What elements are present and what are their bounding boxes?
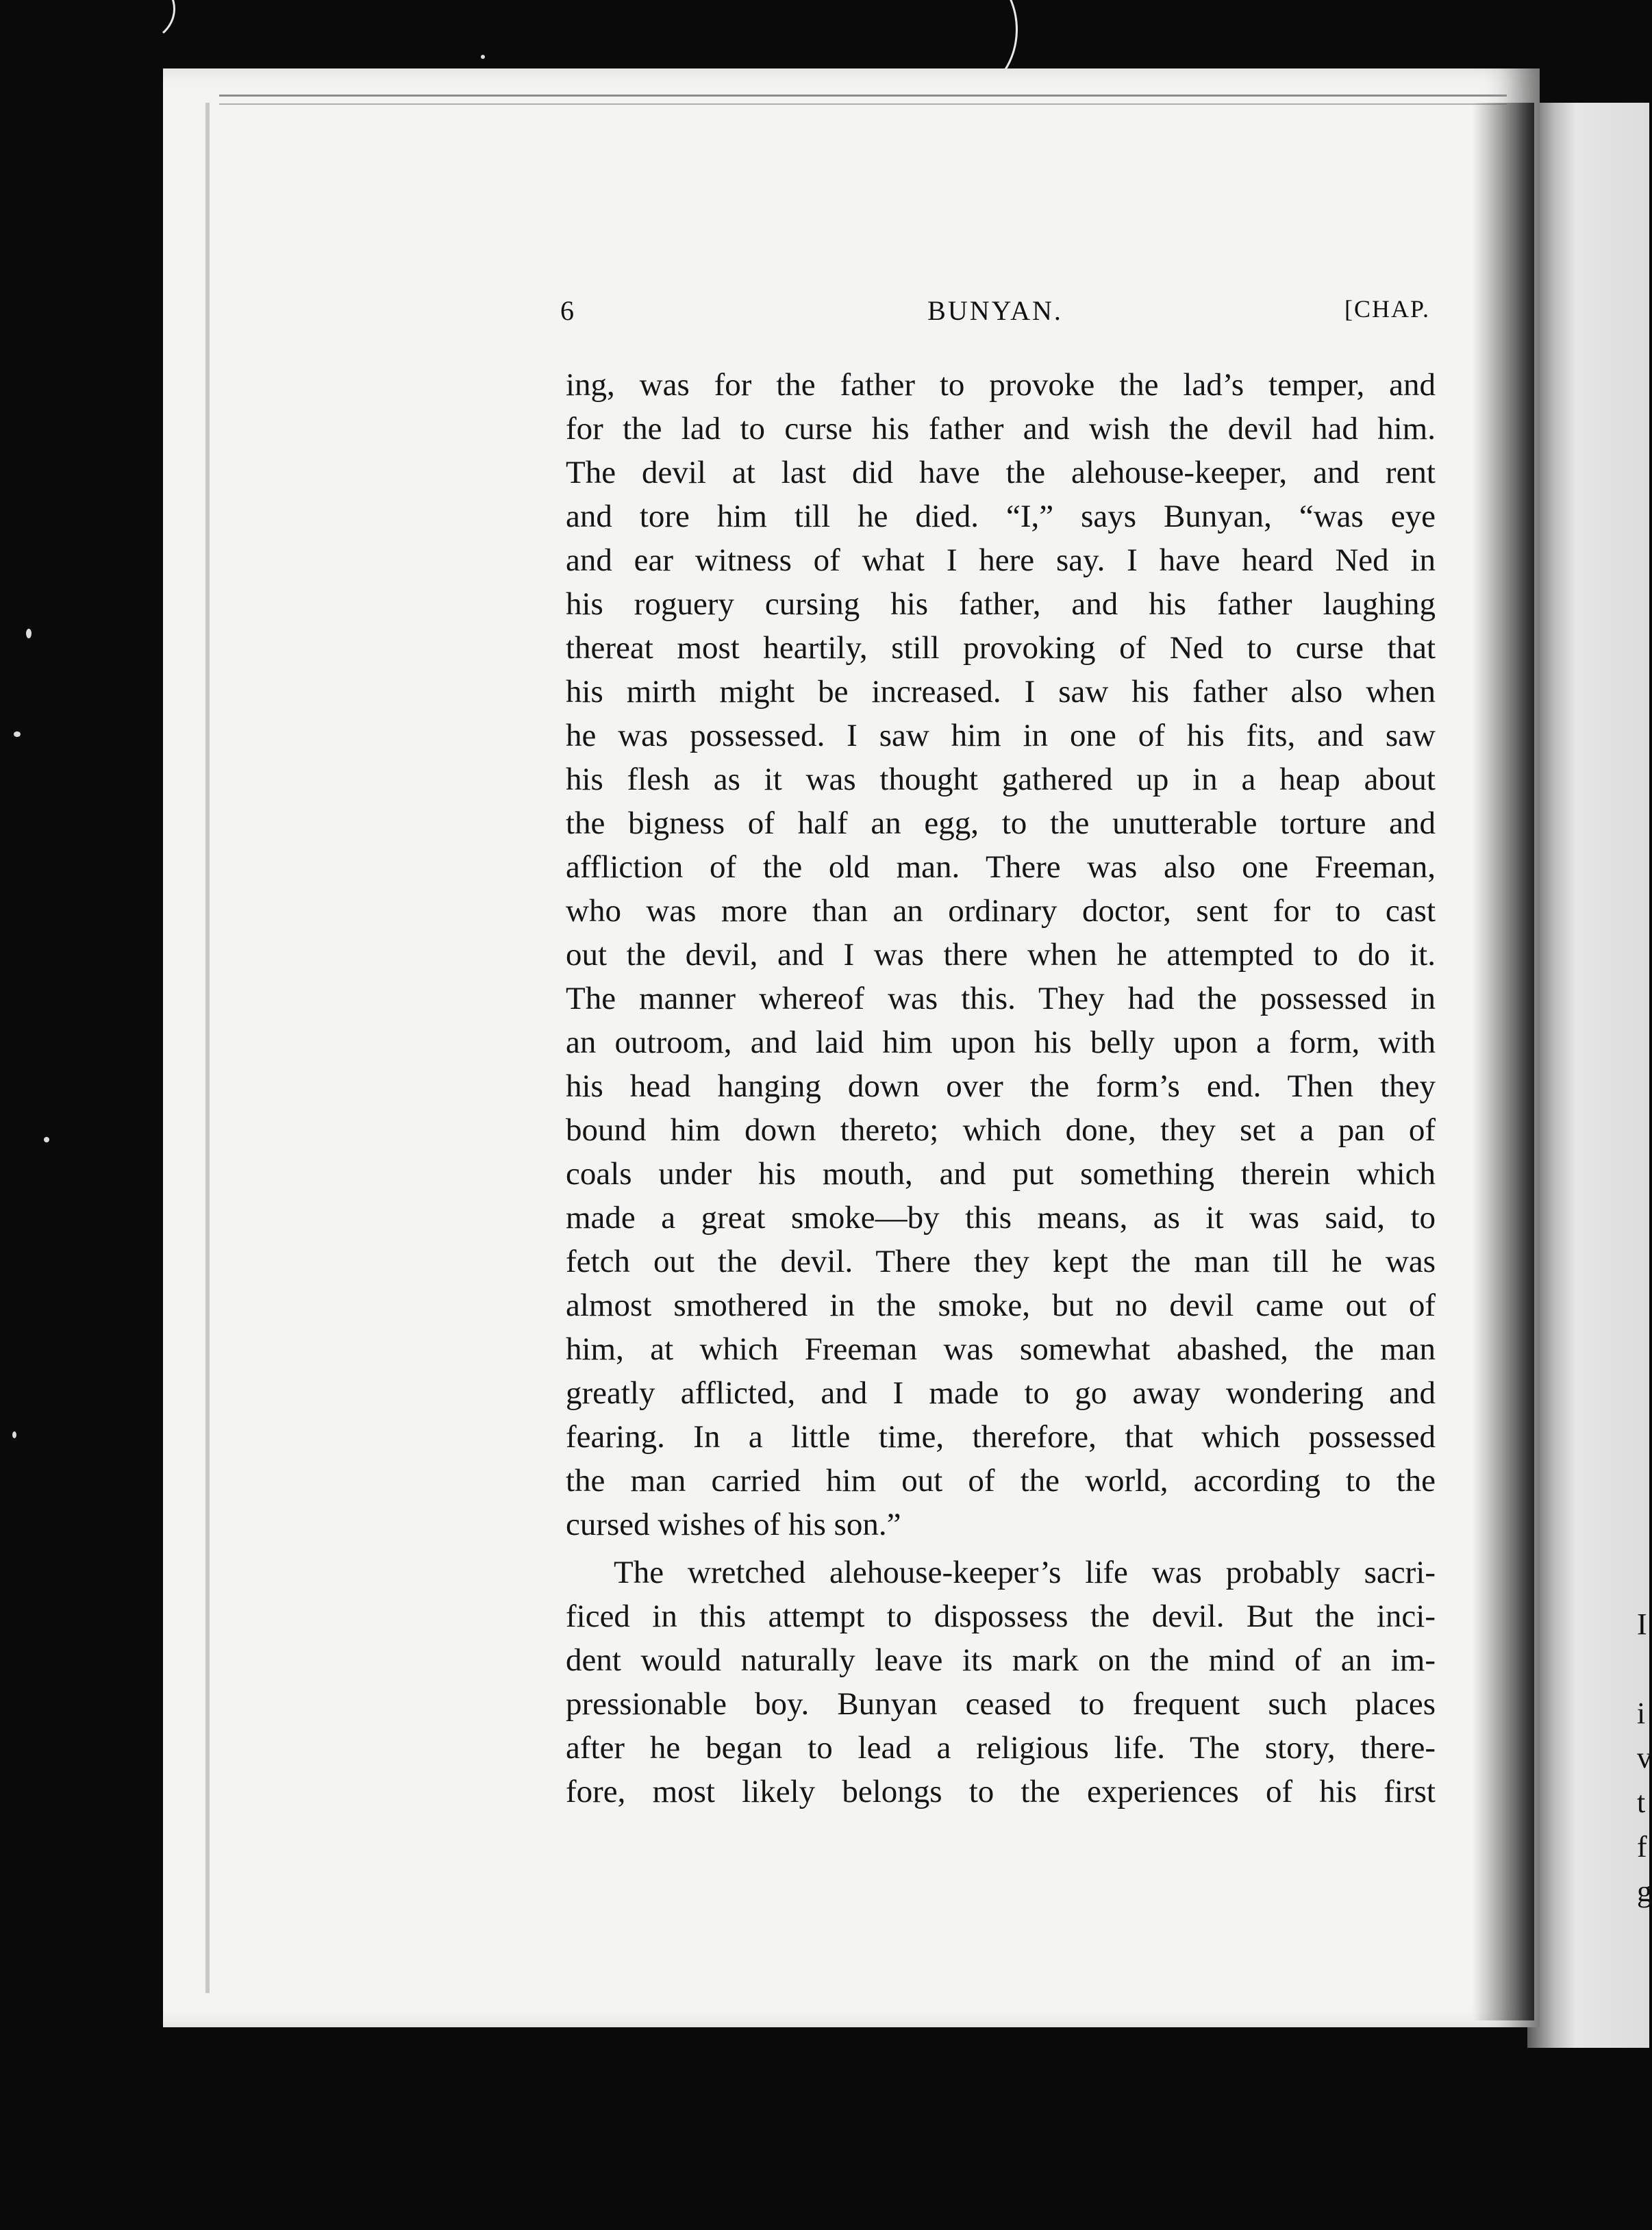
adjacent-page — [1527, 103, 1652, 2048]
text-line: his mirth might be increased. I saw his father also when — [566, 674, 1436, 710]
running-header — [560, 295, 1430, 342]
text-line: greatly afflicted, and I made to go away wondering and — [566, 1375, 1436, 1411]
text-line: made a great smoke—by this means, as it was said, to — [566, 1200, 1436, 1236]
text-line: his head hanging down over the form’s end. Then they — [566, 1068, 1436, 1104]
text-line: him, at which Freeman was somewhat abashed, the man — [566, 1331, 1436, 1367]
text-line: after he began to lead a religious life. The story, there- — [566, 1730, 1436, 1766]
text-line: coals under his mouth, and put something therein which — [566, 1156, 1436, 1192]
text-line: an outroom, and laid him upon his belly upon a form, with — [566, 1025, 1436, 1060]
text-line: bound him down thereto; which done, they set a pan of — [566, 1112, 1436, 1148]
text-line: fore, most likely belongs to the experiences of his first — [566, 1774, 1436, 1809]
text-line: fearing. In a little time, therefore, that which possessed — [566, 1419, 1436, 1455]
adjacent-page-fragment: i — [1637, 1696, 1646, 1730]
text-line: and tore him till he died. “I,” says Bunyan, “was eye — [566, 499, 1436, 534]
gutter-shadow — [1473, 103, 1534, 2020]
page-top-edges — [219, 95, 1507, 105]
text-line: affliction of the old man. There was also one Freeman, — [566, 849, 1436, 885]
page-number: 6 — [560, 295, 574, 326]
page-left-edge — [205, 103, 210, 1993]
text-line: thereat most heartily, still provoking of Ned to curse that — [566, 630, 1436, 666]
text-line: his roguery cursing his father, and his father laughing — [566, 586, 1436, 622]
text-line: for the lad to curse his father and wish the devil had him. — [566, 411, 1436, 447]
thread-mark — [89, 0, 175, 45]
text-line: ficed in this attempt to dispossess the devil. But the inci- — [566, 1599, 1436, 1634]
text-line: The manner whereof was this. They had the possessed in — [566, 981, 1436, 1016]
text-line: the bigness of half an egg, to the unutterable torture and — [566, 805, 1436, 841]
dust-speck — [481, 55, 485, 59]
chapter-marker: [CHAP. — [1344, 295, 1430, 323]
dust-speck — [44, 1137, 49, 1142]
dust-speck — [14, 731, 21, 737]
adjacent-page-fragment: f — [1637, 1830, 1647, 1864]
text-line: pressionable boy. Bunyan ceased to frequent such places — [566, 1686, 1436, 1722]
text-line: almost smothered in the smoke, but no devil came out of — [566, 1288, 1436, 1323]
text-line: The devil at last did have the alehouse-keeper, and rent — [566, 455, 1436, 490]
text-line: who was more than an ordinary doctor, sent for to cast — [566, 893, 1436, 929]
adjacent-page-fragment: g — [1637, 1875, 1652, 1908]
adjacent-page-fragment: I — [1637, 1607, 1647, 1641]
text-line: and ear witness of what I here say. I have heard Ned in — [566, 542, 1436, 578]
dust-speck — [26, 629, 32, 638]
text-line: cursed wishes of his son.” — [566, 1507, 901, 1542]
text-line: his flesh as it was thought gathered up in a heap about — [566, 762, 1436, 797]
adjacent-page-fragment: t — [1637, 1786, 1646, 1819]
dust-speck — [12, 1431, 16, 1438]
adjacent-page-fragment: v — [1637, 1741, 1652, 1775]
text-line: dent would naturally leave its mark on the mind of an im- — [566, 1642, 1436, 1678]
text-line: The wretched alehouse-keeper’s life was probably sacri- — [614, 1555, 1436, 1590]
text-line: the man carried him out of the world, according to the — [566, 1463, 1436, 1499]
running-title: BUNYAN. — [927, 295, 1063, 326]
text-line: fetch out the devil. There they kept the man till he was — [566, 1244, 1436, 1279]
text-line: out the devil, and I was there when he attempted to do it. — [566, 937, 1436, 973]
body-text — [566, 363, 1436, 1814]
text-line: ing, was for the father to provoke the lad’s temper, and — [566, 367, 1436, 403]
text-line: he was possessed. I saw him in one of his fits, and saw — [566, 718, 1436, 753]
